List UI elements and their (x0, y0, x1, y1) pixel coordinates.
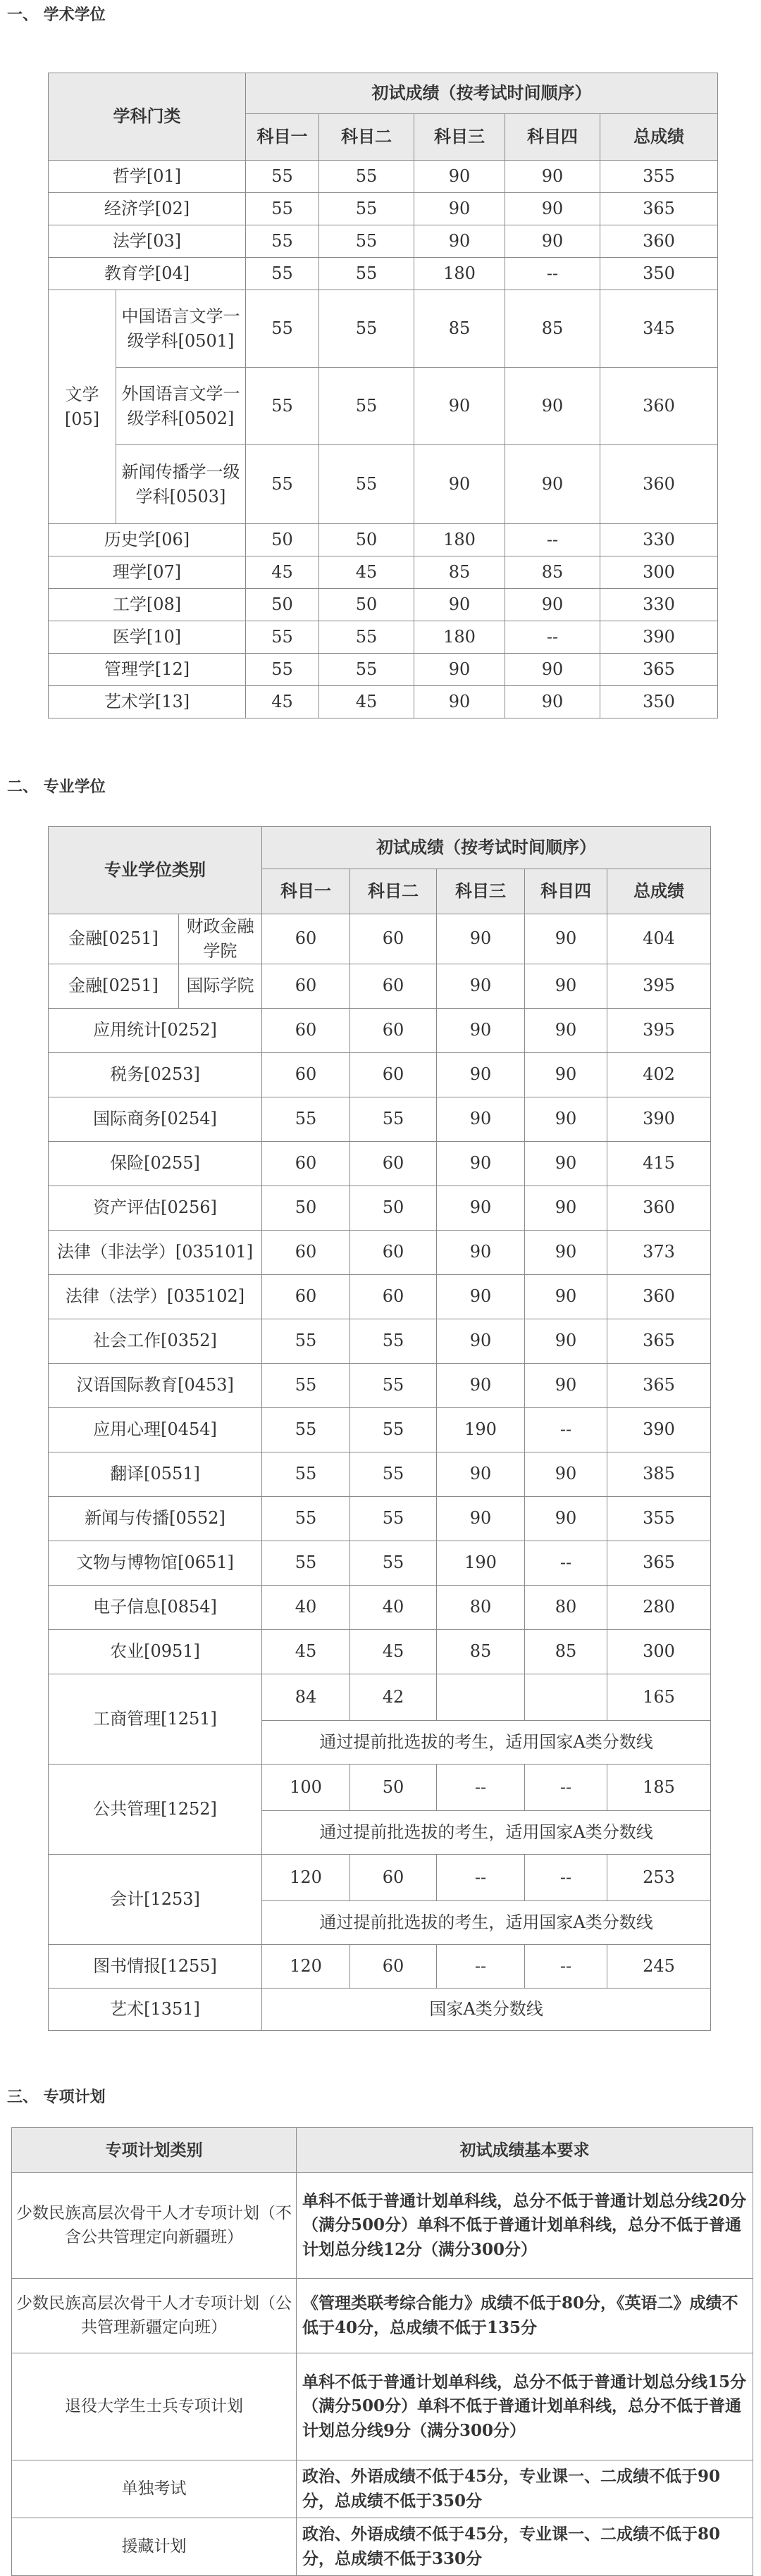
cell: 45 (262, 1629, 350, 1674)
table-row (49, 1496, 711, 1541)
cell: 90 (414, 654, 505, 686)
cell: 55 (319, 161, 414, 193)
note-cell: 国家A类分数线 (262, 1988, 711, 2030)
cell: 55 (319, 445, 414, 524)
header-group: 初试成绩（按考试时间顺序） (262, 827, 711, 869)
row-label: 图书情报[1255] (49, 1944, 262, 1988)
cell: 90 (414, 225, 505, 258)
cell: 90 (525, 1363, 607, 1407)
cell: 50 (246, 524, 319, 556)
header-col: 科目四 (505, 114, 600, 161)
table-row (49, 556, 718, 589)
plan-name: 少数民族高层次骨干人才专项计划（公共管理新疆定向班） (12, 2279, 297, 2353)
table-row (49, 1944, 711, 1988)
cell: 253 (607, 1854, 711, 1900)
cell: 90 (414, 161, 505, 193)
cell: 360 (600, 225, 718, 258)
cell: 55 (262, 1452, 350, 1496)
table-row (12, 2518, 753, 2576)
cell: 90 (505, 368, 600, 445)
header-col: 科目三 (437, 869, 525, 914)
row-label: 会计[1253] (49, 1854, 262, 1944)
plan-requirement: 政治、外语成绩不低于45分，专业课一、二成绩不低于80分，总成绩不低于330分 (297, 2518, 753, 2576)
cell: 50 (350, 1764, 437, 1810)
cell: 80 (437, 1585, 525, 1629)
cell: 80 (525, 1585, 607, 1629)
table-row (49, 1541, 711, 1585)
table-row (12, 2279, 753, 2353)
cell: 90 (505, 589, 600, 621)
cell: 60 (262, 1008, 350, 1052)
note-cell: 通过提前批选拔的考生，适用国家A类分数线 (262, 1900, 711, 1944)
cell: 390 (607, 1097, 711, 1141)
cell: 365 (607, 1319, 711, 1363)
cell: 40 (350, 1585, 437, 1629)
header-category: 专项计划类别 (12, 2128, 297, 2173)
table-row (49, 1186, 711, 1230)
cell: 55 (246, 368, 319, 445)
cell: 90 (437, 1141, 525, 1186)
table-row (49, 524, 718, 556)
table-row (49, 914, 711, 964)
cell: 85 (505, 556, 600, 589)
cell: 355 (607, 1496, 711, 1541)
header-requirement: 初试成绩基本要求 (297, 2128, 753, 2173)
table-row (49, 193, 718, 225)
cell: 60 (262, 1141, 350, 1186)
header-category: 学科门类 (49, 73, 246, 161)
cell: 60 (262, 1052, 350, 1097)
cell: 90 (525, 964, 607, 1008)
cell: 373 (607, 1230, 711, 1274)
table-row (49, 589, 718, 621)
cell: 55 (319, 225, 414, 258)
row-label: 翻译[0551] (49, 1452, 262, 1496)
cell: 60 (262, 964, 350, 1008)
table-row (49, 1764, 711, 1810)
table-row (49, 621, 718, 654)
cell: 395 (607, 1008, 711, 1052)
cell: -- (505, 524, 600, 556)
cell: 365 (600, 193, 718, 225)
plan-name: 退役大学生士兵专项计划 (12, 2353, 297, 2460)
table-row (49, 686, 718, 718)
cell: -- (525, 1407, 607, 1452)
cell: 60 (350, 1008, 437, 1052)
cell: 50 (319, 589, 414, 621)
cell: 90 (525, 1496, 607, 1541)
cell: 90 (437, 1097, 525, 1141)
cell: 50 (350, 1186, 437, 1230)
cell: 185 (607, 1764, 711, 1810)
cell: 90 (414, 193, 505, 225)
section-title-academic: 一、 学术学位 (7, 6, 106, 24)
cell: 385 (607, 1452, 711, 1496)
table-row (49, 368, 718, 445)
table-row (49, 1052, 711, 1097)
header-col: 科目三 (414, 114, 505, 161)
row-sublabel: 新闻传播学一级学科[0503] (116, 445, 246, 524)
table-row (49, 1407, 711, 1452)
plan-requirement: 政治、外语成绩不低于45分，专业课一、二成绩不低于90分，总成绩不低于350分 (297, 2460, 753, 2518)
cell (437, 1674, 525, 1720)
cell: 60 (262, 914, 350, 964)
plan-requirement: 单科不低于普通计划单科线，总分不低于普通计划总分线15分（满分500分）单科不低于普通计划单科线，总分不低于普通计划总分线9分（满分300分） (297, 2353, 753, 2460)
cell: 360 (600, 445, 718, 524)
row-label: 文物与博物馆[0651] (49, 1541, 262, 1585)
academic-degree-table (48, 73, 718, 718)
row-sublabel: 外国语言文学一级学科[0502] (116, 368, 246, 445)
cell: 90 (437, 1052, 525, 1097)
cell: 120 (262, 1854, 350, 1900)
cell: -- (525, 1541, 607, 1585)
table-row (49, 225, 718, 258)
cell: 120 (262, 1944, 350, 1988)
cell: -- (525, 1764, 607, 1810)
header-col: 总成绩 (600, 114, 718, 161)
row-sublabel: 中国语言文学一级学科[0501] (116, 290, 246, 368)
row-label: 税务[0253] (49, 1052, 262, 1097)
cell: 90 (414, 686, 505, 718)
cell: 330 (600, 524, 718, 556)
cell: -- (505, 258, 600, 290)
row-label: 汉语国际教育[0453] (49, 1363, 262, 1407)
row-label: 资产评估[0256] (49, 1186, 262, 1230)
cell: 390 (600, 621, 718, 654)
section-title-professional: 二、 专业学位 (7, 778, 106, 796)
header-col: 科目二 (319, 114, 414, 161)
section-title-special-plans: 三、 专项计划 (7, 2088, 106, 2106)
row-label: 法律（法学）[035102] (49, 1274, 262, 1319)
cell: 84 (262, 1674, 350, 1720)
row-label: 法学[03] (49, 225, 246, 258)
row-sublabel: 财政金融学院 (179, 914, 262, 964)
cell: 330 (600, 589, 718, 621)
cell: 90 (525, 1186, 607, 1230)
table-row (49, 1585, 711, 1629)
row-label: 法律（非法学）[035101] (49, 1230, 262, 1274)
plan-requirement: 《管理类联考综合能力》成绩不低于80分，《英语二》成绩不低于40分，总成绩不低于135分 (297, 2279, 753, 2353)
cell: 42 (350, 1674, 437, 1720)
cell: 90 (437, 1452, 525, 1496)
table-row (49, 1319, 711, 1363)
cell: 55 (262, 1541, 350, 1585)
header-col: 科目四 (525, 869, 607, 914)
row-label: 应用统计[0252] (49, 1008, 262, 1052)
header-col: 科目一 (262, 869, 350, 914)
cell: 60 (350, 1141, 437, 1186)
cell: 365 (607, 1363, 711, 1407)
cell: 300 (600, 556, 718, 589)
table-row (49, 258, 718, 290)
cell: 55 (246, 225, 319, 258)
cell: -- (437, 1854, 525, 1900)
cell: 360 (600, 368, 718, 445)
header-col: 总成绩 (607, 869, 711, 914)
cell: -- (525, 1854, 607, 1900)
cell: 404 (607, 914, 711, 964)
cell: 365 (607, 1541, 711, 1585)
plan-name: 援藏计划 (12, 2518, 297, 2576)
cell: 55 (262, 1407, 350, 1452)
cell: 402 (607, 1052, 711, 1097)
cell: 55 (319, 258, 414, 290)
table-row (49, 1141, 711, 1186)
table-row (12, 2353, 753, 2460)
cell: 90 (525, 1052, 607, 1097)
cell: 60 (350, 1274, 437, 1319)
cell: 85 (525, 1629, 607, 1674)
cell: 55 (262, 1496, 350, 1541)
table-row (12, 2173, 753, 2279)
cell: 190 (437, 1407, 525, 1452)
table-row (49, 1674, 711, 1720)
cell: 180 (414, 621, 505, 654)
cell: 345 (600, 290, 718, 368)
table-row (49, 1274, 711, 1319)
row-label: 哲学[01] (49, 161, 246, 193)
row-label: 教育学[04] (49, 258, 246, 290)
cell: 55 (350, 1407, 437, 1452)
cell: 55 (262, 1363, 350, 1407)
cell: 90 (525, 1097, 607, 1141)
cell: 90 (525, 1452, 607, 1496)
cell: 350 (600, 686, 718, 718)
cell: 360 (607, 1186, 711, 1230)
table-row (49, 1452, 711, 1496)
cell: 90 (437, 1496, 525, 1541)
table-row (49, 1854, 711, 1900)
cell: 55 (319, 193, 414, 225)
cell: 55 (262, 1097, 350, 1141)
cell: 55 (246, 621, 319, 654)
cell: 55 (319, 290, 414, 368)
cell: 90 (525, 1008, 607, 1052)
row-label: 经济学[02] (49, 193, 246, 225)
row-label: 农业[0951] (49, 1629, 262, 1674)
cell: 90 (505, 654, 600, 686)
cell: 55 (246, 193, 319, 225)
table-row (12, 2460, 753, 2518)
cell: 180 (414, 524, 505, 556)
plan-requirement: 单科不低于普通计划单科线，总分不低于普通计划总分线20分（满分500分）单科不低于普通计划单科线，总分不低于普通计划总分线12分（满分300分） (297, 2173, 753, 2279)
cell: 90 (437, 1363, 525, 1407)
cell: 180 (414, 258, 505, 290)
cell: 55 (319, 621, 414, 654)
table-row (49, 161, 718, 193)
header-col: 科目二 (350, 869, 437, 914)
cell: -- (505, 621, 600, 654)
table-row (49, 290, 718, 368)
cell: 55 (246, 161, 319, 193)
cell: 55 (319, 654, 414, 686)
cell: 40 (262, 1585, 350, 1629)
cell: 350 (600, 258, 718, 290)
professional-degree-table (48, 826, 711, 2031)
table-row (49, 654, 718, 686)
cell: 60 (262, 1230, 350, 1274)
cell: 60 (262, 1274, 350, 1319)
cell: 45 (246, 686, 319, 718)
table-row (49, 1097, 711, 1141)
row-label: 工商管理[1251] (49, 1674, 262, 1764)
cell: 50 (262, 1186, 350, 1230)
cell (525, 1674, 607, 1720)
cell: 50 (319, 524, 414, 556)
table-row (49, 1629, 711, 1674)
cell: 55 (350, 1541, 437, 1585)
row-label: 国际商务[0254] (49, 1097, 262, 1141)
cell: 90 (525, 1141, 607, 1186)
cell: 300 (607, 1629, 711, 1674)
cell: 55 (350, 1496, 437, 1541)
cell: 55 (350, 1319, 437, 1363)
cell: 45 (319, 556, 414, 589)
cell: 55 (246, 290, 319, 368)
row-label: 工学[08] (49, 589, 246, 621)
table-row (49, 1988, 711, 2030)
cell: 90 (505, 193, 600, 225)
row-label: 艺术[1351] (49, 1988, 262, 2030)
table-row (49, 445, 718, 524)
cell: 90 (525, 1319, 607, 1363)
row-label: 理学[07] (49, 556, 246, 589)
note-cell: 通过提前批选拔的考生，适用国家A类分数线 (262, 1720, 711, 1764)
row-label: 新闻与传播[0552] (49, 1496, 262, 1541)
cell: 85 (437, 1629, 525, 1674)
plan-name: 单独考试 (12, 2460, 297, 2518)
cell: 90 (414, 589, 505, 621)
cell: 365 (600, 654, 718, 686)
cell: -- (437, 1944, 525, 1988)
cell: 55 (246, 654, 319, 686)
row-label: 金融[0251] (49, 914, 179, 964)
cell: 85 (505, 290, 600, 368)
row-label: 管理学[12] (49, 654, 246, 686)
cell: 90 (414, 368, 505, 445)
row-label: 公共管理[1252] (49, 1764, 262, 1854)
header-category: 专业学位类别 (49, 827, 262, 914)
header-col: 科目一 (246, 114, 319, 161)
cell: 60 (350, 1052, 437, 1097)
cell: 90 (437, 1008, 525, 1052)
cell: 90 (505, 686, 600, 718)
row-label: 医学[10] (49, 621, 246, 654)
cell: 50 (246, 589, 319, 621)
row-label: 金融[0251] (49, 964, 179, 1008)
table-row (49, 1008, 711, 1052)
cell: 90 (437, 1319, 525, 1363)
cell: 60 (350, 914, 437, 964)
cell: -- (525, 1944, 607, 1988)
cell: 90 (437, 1274, 525, 1319)
cell: 60 (350, 1944, 437, 1988)
table-row (49, 1230, 711, 1274)
cell: 190 (437, 1541, 525, 1585)
cell: 360 (607, 1274, 711, 1319)
row-label: 文学[05] (49, 290, 116, 524)
row-label: 社会工作[0352] (49, 1319, 262, 1363)
cell: 90 (437, 914, 525, 964)
header-group: 初试成绩（按考试时间顺序） (246, 73, 718, 114)
cell: 415 (607, 1141, 711, 1186)
cell: 90 (525, 914, 607, 964)
cell: 90 (505, 445, 600, 524)
cell: 90 (437, 1230, 525, 1274)
row-label: 艺术学[13] (49, 686, 246, 718)
row-sublabel: 国际学院 (179, 964, 262, 1008)
cell: 45 (319, 686, 414, 718)
table-row (49, 964, 711, 1008)
cell: 165 (607, 1674, 711, 1720)
cell: 90 (525, 1274, 607, 1319)
cell: 85 (414, 290, 505, 368)
note-cell: 通过提前批选拔的考生，适用国家A类分数线 (262, 1810, 711, 1854)
cell: 90 (505, 161, 600, 193)
cell: 355 (600, 161, 718, 193)
cell: 55 (350, 1452, 437, 1496)
cell: 245 (607, 1944, 711, 1988)
plan-name: 少数民族高层次骨干人才专项计划（不含公共管理定向新疆班） (12, 2173, 297, 2279)
cell: 55 (262, 1319, 350, 1363)
cell: -- (437, 1764, 525, 1810)
row-label: 保险[0255] (49, 1141, 262, 1186)
cell: 90 (414, 445, 505, 524)
cell: 280 (607, 1585, 711, 1629)
cell: 85 (414, 556, 505, 589)
cell: 60 (350, 1230, 437, 1274)
cell: 55 (246, 445, 319, 524)
cell: 55 (319, 368, 414, 445)
cell: 390 (607, 1407, 711, 1452)
special-plan-table (11, 2127, 753, 2576)
cell: 60 (350, 1854, 437, 1900)
cell: 100 (262, 1764, 350, 1810)
row-label: 应用心理[0454] (49, 1407, 262, 1452)
cell: 60 (350, 964, 437, 1008)
cell: 45 (246, 556, 319, 589)
cell: 90 (525, 1230, 607, 1274)
row-label: 电子信息[0854] (49, 1585, 262, 1629)
cell: 55 (246, 258, 319, 290)
cell: 90 (437, 964, 525, 1008)
row-label: 历史学[06] (49, 524, 246, 556)
cell: 90 (505, 225, 600, 258)
cell: 45 (350, 1629, 437, 1674)
cell: 55 (350, 1097, 437, 1141)
cell: 90 (437, 1186, 525, 1230)
cell: 55 (350, 1363, 437, 1407)
cell: 395 (607, 964, 711, 1008)
table-row (49, 1363, 711, 1407)
